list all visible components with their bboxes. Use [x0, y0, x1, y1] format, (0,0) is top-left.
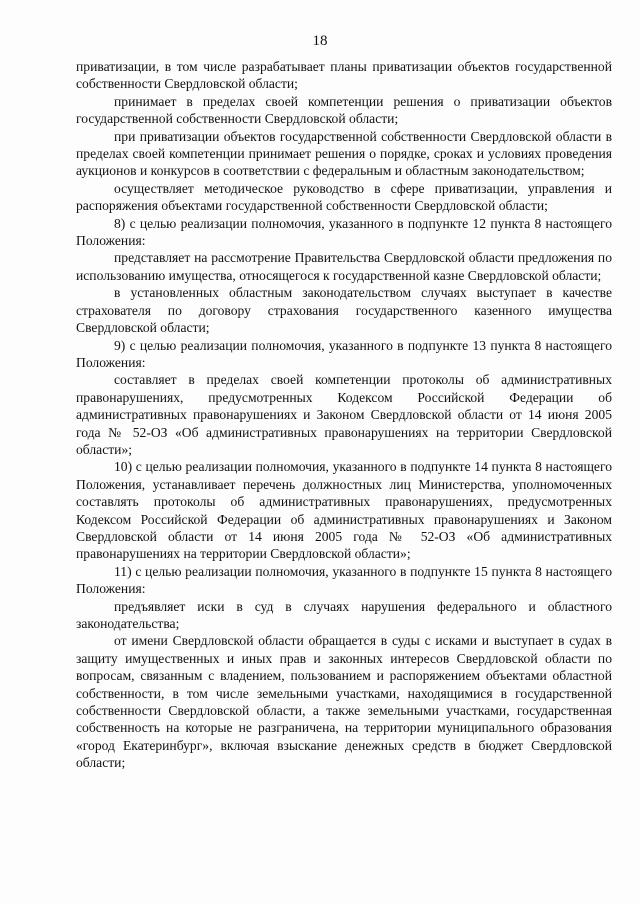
- paragraph: в установленных областным законодательством случаях выступает в качестве страхователя по договору страхования государственного казенного имущества Свердловской области;: [76, 285, 612, 336]
- paragraph: осуществляет методическое руководство в сфере приватизации, управления и распоряжения объектами государственной собственности Свердловской области;: [76, 180, 612, 214]
- paragraph: от имени Свердловской области обращается в суды с исками и выступает в судах в защиту имущественных и иных прав и законных интересов Свердловской области по вопросам, связанным с владением, пользованием и распоряжением объектами областной собственности, в том числе земельными участками, находящимися в государственной собственности Свердловской области, а также земельными участками, государственная собственность на которые не разграничена, на территории муниципального образования «город Екатеринбург», включая взыскание денежных средств в бюджет Свердловской области;: [76, 633, 612, 771]
- paragraph: представляет на рассмотрение Правительства Свердловской области предложения по использованию имущества, относящегося к государственной казне Свердловской области;: [76, 250, 612, 283]
- paragraph: принимает в пределах своей компетенции решения о приватизации объектов государственной собственности Свердловской области;: [76, 93, 612, 127]
- paragraph: при приватизации объектов государственной собственности Свердловской области в пределах своей компетенции принимает решения о порядке, сроках и условиях проведения аукционов и конкурсов в соответствии с федеральным и областным законодательством;: [76, 128, 612, 179]
- paragraph: приватизации, в том числе разрабатывает планы приватизации объектов государственной собственности Свердловской области;: [76, 59, 612, 92]
- paragraph: 8) с целью реализации полномочия, указанного в подпункте 12 пункта 8 настоящего Положения:: [76, 215, 612, 249]
- page-number: 18: [312, 33, 328, 49]
- document-body: [76, 58, 612, 772]
- paragraph: составляет в пределах своей компетенции протоколы об административных правонарушениях, предусмотренных Кодексом Российской Федерации об административных правонарушениях и Законом Свердловской области от 14 июня 2005 года № 52-ОЗ «Об административных правонарушениях на территории Свердловской области»;: [76, 372, 612, 457]
- paragraph: 9) с целью реализации полномочия, указанного в подпункте 13 пункта 8 настоящего Положения:: [76, 337, 612, 370]
- paragraph: 11) с целью реализации полномочия, указанного в подпункте 15 пункта 8 настоящего Положения:: [76, 563, 612, 597]
- paragraph: предъявляет иски в суд в случаях нарушения федерального и областного законодательства;: [76, 598, 612, 631]
- paragraph: 10) с целью реализации полномочия, указанного в подпункте 14 пункта 8 настоящего Положения, устанавливает перечень должностных лиц Министерства, уполномоченных составлять протоколы об административных правонарушениях, предусмотренных Кодексом Российской Федерации об административных правонарушениях и Законом Свердловской области от 14 июня 2005 года № 52-ОЗ «Об административных правонарушениях на территории Свердловской области»;: [76, 459, 612, 562]
